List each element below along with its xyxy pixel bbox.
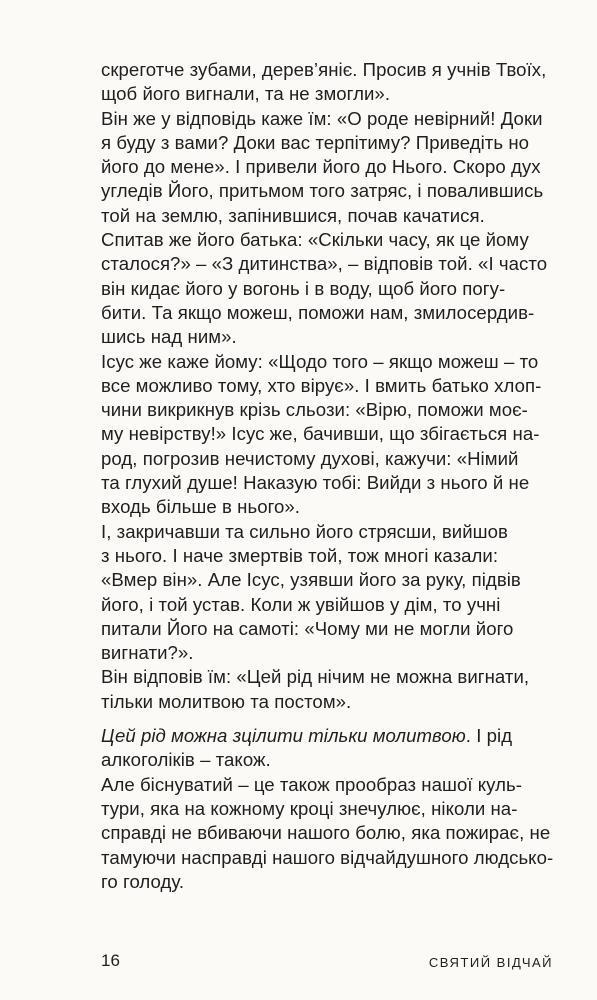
text-line: справді не вбиваючи нашого болю, яка пожирає, не	[101, 822, 551, 844]
text-line: Ісус же каже йому: «Щодо того – якщо можеш – то	[101, 350, 539, 372]
text-line: чини викрикнув крізь сльози: «Вірю, поможи моє-	[101, 399, 528, 421]
italic-phrase: Цей рід можна зцілити тільки молитвою	[101, 725, 466, 747]
text-line: я буду з вами? Доки вас терпітиму? Приведіть но	[101, 131, 530, 153]
text-line: шись над ним».	[101, 326, 237, 348]
paragraph-1	[101, 58, 561, 107]
text-line: го голоду.	[101, 870, 185, 892]
page-number: 16	[101, 951, 120, 970]
text-line: бити. Та якщо можеш, поможи нам, змилосердив-	[101, 301, 535, 323]
text-line: му невірству!» Ісус же, бачивши, що збігається на-	[101, 423, 540, 445]
paragraph-6	[101, 665, 561, 714]
text-line: він кидає його у вогонь і в воду, щоб його погу-	[101, 277, 506, 299]
paragraph-4	[101, 350, 561, 520]
text-line: угледів Його, притьмом того затряс, і повалившись	[101, 180, 544, 202]
text-line: тільки молитвою та постом».	[101, 690, 352, 712]
text-line: той на землю, запінившися, почав качатися.	[101, 204, 485, 226]
text-line: Він відповів їм: «Цей рід нічим не можна вигнати,	[101, 666, 530, 688]
paragraph-5	[101, 520, 561, 666]
text-line: Він же у відповідь каже їм: «О роде невірний! Доки	[101, 107, 543, 129]
text-line: алкоголіків – також.	[101, 749, 271, 771]
text-line: тури, яка на кожному кроці знечулює, ніколи на-	[101, 797, 518, 819]
running-title: СВЯТИЙ ВІДЧАЙ	[428, 955, 553, 970]
text-line: з нього. І наче змертвів той, тож многі казали:	[101, 544, 499, 566]
text-line: вигнати?».	[101, 642, 194, 664]
text-run: . І рід	[465, 725, 513, 747]
paragraph-8	[101, 773, 561, 894]
text-line: скреготче зубами, дерев’яніє. Просив я учнів Твоїх,	[101, 59, 547, 80]
text-line: входь більше в нього».	[101, 496, 301, 518]
text-line: Спитав же його батька: «Скільки часу, як це йому	[101, 229, 529, 251]
text-line: І, закричавши та сильно його стрясши, вийшов	[101, 520, 508, 542]
text-line: Але біснуватий – це також прообраз нашої куль-	[101, 773, 523, 795]
paragraph-7	[101, 724, 561, 773]
text-line: «Вмер він». Але Ісус, узявши його за руку, підвів	[101, 569, 521, 591]
text-line: його, і той устав. Коли ж увійшов у дім, то учні	[101, 593, 501, 615]
main-text	[101, 58, 561, 894]
text-line: питали Його на самоті: «Чому ми не могли його	[101, 617, 514, 639]
text-line: щоб його вигнали, та не змогли».	[101, 83, 391, 105]
text-line: його до мене». І привели його до Нього. Скоро дух	[101, 156, 541, 178]
text-line: род, погрозив нечистому духові, кажучи: «Німий	[101, 447, 519, 469]
text-line: тамуючи насправді нашого відчайдушного людсько-	[101, 846, 554, 868]
text-line: сталося?» – «З дитинства», – відповів той. «І часто	[101, 253, 548, 275]
paragraph-spacer	[101, 714, 561, 724]
text-line	[101, 724, 561, 748]
paragraph-3	[101, 228, 561, 349]
text-line: все можливо тому, хто вірує». І вмить батько хлоп-	[101, 374, 542, 396]
text-line: та глухий душе! Наказую тобі: Вийди з нього й не	[101, 472, 530, 494]
paragraph-2	[101, 107, 561, 228]
